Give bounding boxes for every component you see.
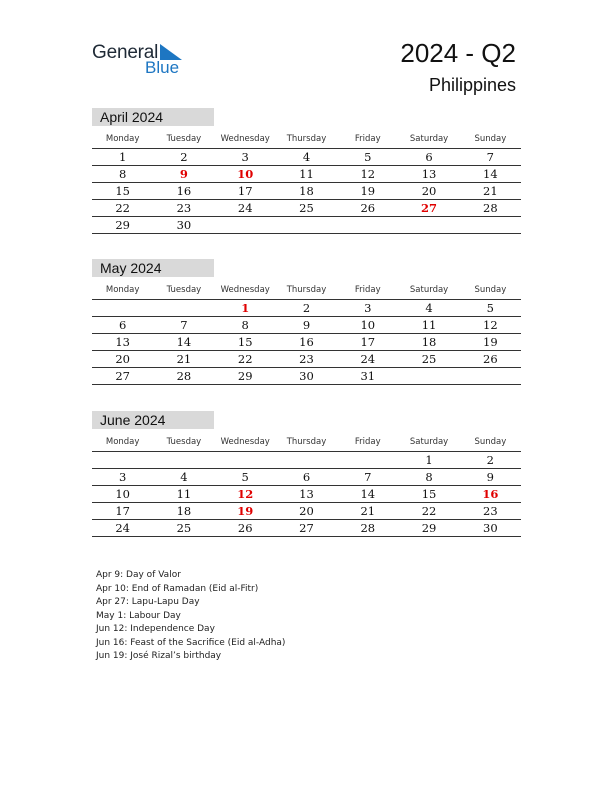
weekday-label: Monday xyxy=(105,134,140,144)
week-row xyxy=(92,520,521,537)
day-cell: 25 xyxy=(421,352,437,366)
weekday-label: Sunday xyxy=(474,134,507,144)
day-cell: 14 xyxy=(360,487,376,501)
day-cell: 16 xyxy=(299,335,314,349)
day-cell: 9 xyxy=(486,470,494,484)
day-cell: 28 xyxy=(360,521,376,535)
day-cell: 26 xyxy=(483,352,498,366)
day-cell: 21 xyxy=(483,184,498,198)
weekday-label: Friday xyxy=(354,285,381,295)
weekday-label: Wednesday xyxy=(220,437,270,447)
day-cell: 16 xyxy=(176,184,192,198)
month-title: June 2024 xyxy=(92,411,214,429)
week-row xyxy=(92,200,521,217)
week-row xyxy=(92,183,521,200)
day-cell: 20 xyxy=(115,352,130,366)
empty-day-cell xyxy=(276,452,337,469)
day-cell: 14 xyxy=(176,335,192,349)
week-row xyxy=(92,469,521,486)
day-cell: 25 xyxy=(176,521,192,535)
day-cell: 29 xyxy=(421,521,437,535)
day-cell: 4 xyxy=(425,301,433,315)
day-cell: 14 xyxy=(483,167,498,181)
day-cell: 22 xyxy=(115,201,130,215)
day-cell: 23 xyxy=(483,504,498,518)
weekday-label: Sunday xyxy=(474,437,507,447)
day-cell: 29 xyxy=(115,218,130,232)
day-cell: 27 xyxy=(421,201,438,215)
day-cell: 17 xyxy=(360,335,376,349)
day-cell: 19 xyxy=(237,504,254,518)
day-cell: 16 xyxy=(482,487,499,501)
day-cell: 19 xyxy=(483,335,498,349)
day-cell: 30 xyxy=(176,218,192,232)
day-cell: 20 xyxy=(299,504,314,518)
day-cell: 23 xyxy=(299,352,314,366)
weekday-label: Monday xyxy=(105,285,140,295)
day-cell: 1 xyxy=(425,453,433,467)
day-cell: 2 xyxy=(180,150,188,164)
day-cell: 30 xyxy=(483,521,498,535)
day-cell: 10 xyxy=(115,487,130,501)
day-cell: 22 xyxy=(421,504,437,518)
day-cell: 31 xyxy=(360,369,376,383)
day-cell: 9 xyxy=(302,318,311,332)
week-row xyxy=(92,300,521,317)
day-cell: 25 xyxy=(299,201,314,215)
month-june xyxy=(92,411,521,537)
weekday-label: Saturday xyxy=(409,285,449,295)
day-cell: 5 xyxy=(364,150,372,164)
empty-day-cell xyxy=(460,368,521,385)
day-cell: 15 xyxy=(237,335,253,349)
weekday-label: Thursday xyxy=(286,134,327,144)
day-cell: 4 xyxy=(302,150,311,164)
day-cell: 24 xyxy=(115,521,130,535)
day-cell: 24 xyxy=(237,201,253,215)
empty-day-cell xyxy=(215,217,276,234)
holiday-note: Jun 16: Feast of the Sacrifice (Eid al-Adha) xyxy=(96,637,286,648)
day-cell: 8 xyxy=(425,470,433,484)
week-row xyxy=(92,149,521,166)
day-cell: 13 xyxy=(421,167,437,181)
day-cell: 19 xyxy=(360,184,376,198)
weekday-label: Tuesday xyxy=(166,437,202,447)
weekday-label: Wednesday xyxy=(220,285,270,295)
weekday-label: Tuesday xyxy=(166,134,202,144)
day-cell: 27 xyxy=(299,521,314,535)
day-cell: 18 xyxy=(299,184,314,198)
day-cell: 2 xyxy=(302,301,311,315)
day-cell: 18 xyxy=(421,335,437,349)
day-cell: 9 xyxy=(179,167,188,181)
weekday-header-row xyxy=(92,128,521,149)
day-cell: 7 xyxy=(364,470,372,484)
holiday-note: Jun 12: Independence Day xyxy=(96,624,215,634)
weekday-label: Thursday xyxy=(286,285,327,295)
day-cell: 6 xyxy=(118,318,127,332)
empty-day-cell xyxy=(337,452,398,469)
day-cell: 7 xyxy=(486,150,494,164)
day-cell: 1 xyxy=(241,301,250,315)
empty-day-cell xyxy=(92,300,153,317)
empty-day-cell xyxy=(398,217,459,234)
empty-day-cell xyxy=(398,368,459,385)
generalblue-logo xyxy=(92,40,192,80)
weekday-label: Monday xyxy=(105,437,140,447)
day-cell: 13 xyxy=(299,487,314,501)
empty-day-cell xyxy=(337,217,398,234)
weekday-header-row xyxy=(92,431,521,452)
weekday-label: Thursday xyxy=(286,437,327,447)
day-cell: 6 xyxy=(302,470,311,484)
day-cell: 23 xyxy=(176,201,192,215)
day-cell: 29 xyxy=(237,369,253,383)
weekday-label: Friday xyxy=(354,134,381,144)
holiday-note: Apr 10: End of Ramadan (Eid al-Fitr) xyxy=(96,583,259,594)
week-row xyxy=(92,317,521,334)
day-cell: 18 xyxy=(176,504,192,518)
day-cell: 11 xyxy=(421,318,437,332)
weekday-label: Saturday xyxy=(409,437,449,447)
weekday-label: Friday xyxy=(354,437,381,447)
day-cell: 2 xyxy=(486,453,494,467)
day-cell: 27 xyxy=(115,369,130,383)
week-row xyxy=(92,368,521,385)
weekday-header-row xyxy=(92,279,521,300)
day-cell: 1 xyxy=(118,150,127,164)
week-row xyxy=(92,334,521,351)
day-cell: 24 xyxy=(360,352,376,366)
day-cell: 30 xyxy=(299,369,314,383)
week-row xyxy=(92,351,521,368)
day-cell: 12 xyxy=(360,167,376,181)
week-row xyxy=(92,217,521,234)
day-cell: 26 xyxy=(360,201,376,215)
weekday-label: Sunday xyxy=(474,285,507,295)
logo-word-blue: Blue xyxy=(145,58,180,77)
day-cell: 17 xyxy=(115,504,130,518)
holiday-notes xyxy=(96,569,285,664)
day-cell: 12 xyxy=(483,318,498,332)
day-cell: 21 xyxy=(360,504,376,518)
day-cell: 8 xyxy=(118,167,127,181)
empty-day-cell xyxy=(153,300,214,317)
day-cell: 4 xyxy=(180,470,188,484)
day-cell: 11 xyxy=(176,487,192,501)
empty-day-cell xyxy=(153,452,214,469)
day-cell: 3 xyxy=(241,150,249,164)
day-cell: 28 xyxy=(176,369,192,383)
week-row xyxy=(92,166,521,183)
empty-day-cell xyxy=(92,452,153,469)
weekday-label: Saturday xyxy=(409,134,449,144)
day-cell: 6 xyxy=(425,150,433,164)
country-name: Philippines xyxy=(428,75,516,95)
empty-day-cell xyxy=(215,452,276,469)
day-cell: 17 xyxy=(237,184,253,198)
week-row xyxy=(92,486,521,503)
day-cell: 15 xyxy=(115,184,130,198)
week-row xyxy=(92,503,521,520)
day-cell: 11 xyxy=(299,167,314,181)
weekday-label: Tuesday xyxy=(166,285,202,295)
day-cell: 3 xyxy=(118,470,127,484)
month-title: May 2024 xyxy=(92,259,214,277)
day-cell: 15 xyxy=(421,487,437,501)
month-may xyxy=(92,259,521,385)
holiday-note: Apr 27: Lapu-Lapu Day xyxy=(96,597,200,607)
day-cell: 8 xyxy=(241,318,249,332)
day-cell: 7 xyxy=(180,318,188,332)
holiday-note: Jun 19: José Rizal’s birthday xyxy=(96,651,222,661)
day-cell: 13 xyxy=(115,335,130,349)
day-cell: 28 xyxy=(483,201,498,215)
page-title: 2024 - Q2 xyxy=(400,38,516,68)
day-cell: 10 xyxy=(360,318,376,332)
empty-day-cell xyxy=(276,217,337,234)
day-cell: 22 xyxy=(237,352,253,366)
month-april xyxy=(92,108,521,234)
day-cell: 26 xyxy=(237,521,253,535)
weekday-label: Wednesday xyxy=(220,134,270,144)
day-cell: 3 xyxy=(364,301,372,315)
week-row xyxy=(92,452,521,469)
empty-day-cell xyxy=(460,217,521,234)
day-cell: 20 xyxy=(421,184,437,198)
holiday-note: May 1: Labour Day xyxy=(96,610,181,621)
day-cell: 10 xyxy=(237,167,254,181)
logo-word-general: General xyxy=(92,42,159,63)
month-title: April 2024 xyxy=(92,108,214,126)
holiday-note: Apr 9: Day of Valor xyxy=(96,570,181,580)
day-cell: 12 xyxy=(237,487,254,501)
day-cell: 21 xyxy=(176,352,192,366)
day-cell: 5 xyxy=(486,301,494,315)
day-cell: 5 xyxy=(241,470,249,484)
